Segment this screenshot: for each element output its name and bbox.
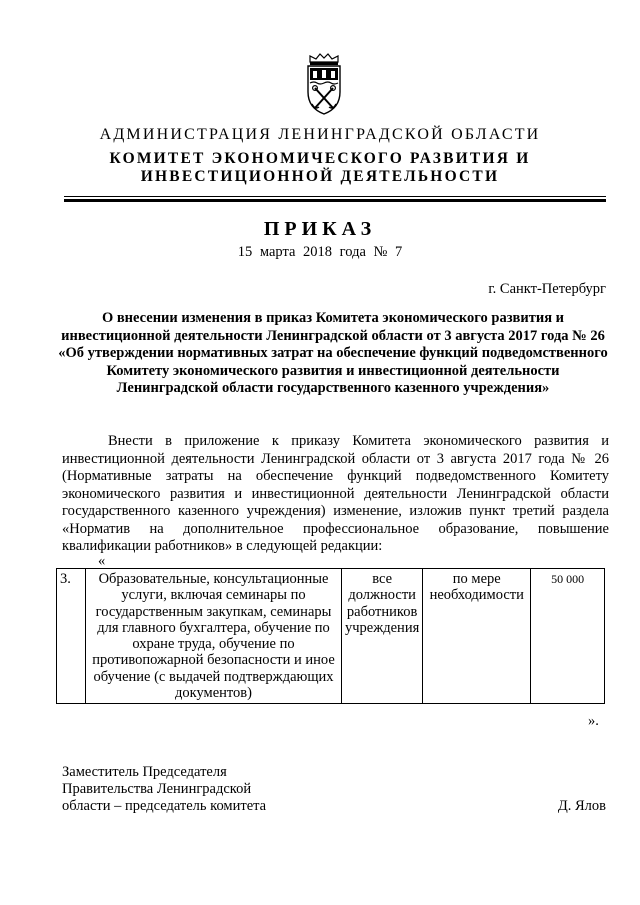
order-subject: О внесении изменения в приказ Комитета экономического развития и инвестиционной деятельности Ленинградской области от 3 августа 2017 года № 26 «Об утверждении нормативных затрат на обеспечение функций подведомственного Комитету экономического развития и инвестиционной деятельности Ленинградской области государственного казенного учреждения»	[58, 310, 608, 396]
signer-title-line1: Заместитель Председателя	[62, 764, 227, 780]
signer-name: Д. Ялов	[557, 798, 606, 814]
order-city: г. Санкт-Петербург	[488, 281, 606, 297]
row-service: Образовательные, консультационные услуги, включая семинары по государственным закупкам, семинары для главного бухгалтера, обучение по охране труда, обучение по противопожарной безопасности и иное обучение (с выдачей подтверждающих документов)	[86, 569, 342, 704]
committee-name-line1: КОМИТЕТ ЭКОНОМИЧЕСКОГО РАЗВИТИЯ И	[109, 150, 531, 167]
table-row	[57, 569, 605, 704]
committee-name-line2: ИНВЕСТИЦИОННОЙ ДЕЯТЕЛЬНОСТИ	[140, 168, 500, 185]
quote-close-mark: ».	[588, 713, 599, 729]
row-recipients: все должности работников учреждения	[342, 569, 423, 704]
administration-name: АДМИНИСТРАЦИЯ ЛЕНИНГРАДСКОЙ ОБЛАСТИ	[99, 126, 541, 143]
signer-title-line2: Правительства Ленинградской	[62, 781, 252, 797]
quote-open-mark: «	[98, 553, 106, 569]
coat-of-arms-icon	[304, 52, 344, 116]
signer-title-line3: области – председатель комитета	[62, 798, 267, 814]
document-title: ПРИКАЗ	[263, 218, 377, 240]
norm-table	[56, 568, 605, 704]
row-frequency: по мере необходимости	[423, 569, 531, 704]
header-rule-thick	[64, 199, 606, 202]
row-amount: 50 000	[531, 569, 605, 704]
row-number: 3.	[57, 569, 86, 704]
order-date-number: 15 марта 2018 года № 7	[237, 244, 403, 260]
order-body: Внести в приложение к приказу Комитета экономического развития и инвестиционной деятельности Ленинградской области от 3 августа 2017 года № 26 (Нормативные затраты на обеспечение функций подведомственного Комитету экономического развития и инвестиционной деятельности Ленинградской области государственного казенного учреждения) изменение, изложив пункт третий раздела «Норматив на дополнительное профессиональное образование, повышение квалификации работников» в следующей редакции:	[62, 433, 609, 554]
header-rule-thin	[64, 196, 606, 197]
